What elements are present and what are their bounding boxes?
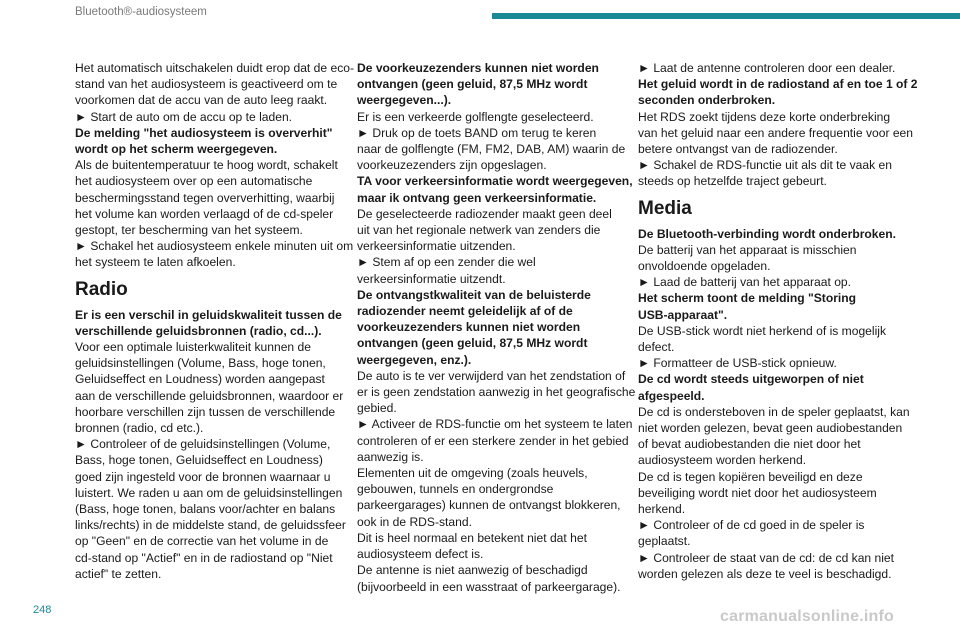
text-line: Het RDS zoekt tijdens deze korte onderbreking <box>638 109 891 124</box>
section-heading-media: Media <box>638 197 692 219</box>
text-line: ► Controleer of de cd goed in de speler is <box>638 518 865 533</box>
text-line: verkeersinformatie uitzenden. <box>357 239 516 254</box>
bold-text-line: afgespeeld. <box>638 388 705 403</box>
bold-text-line: weergegeven, enz.). <box>357 352 472 367</box>
watermark-text: carmanualsonline.info <box>720 608 895 625</box>
text-line: worden gelezen als deze te veel is beschadigd. <box>638 566 892 581</box>
text-line: voorkomen dat de accu van de auto leeg raakt. <box>75 93 328 108</box>
bold-text-line: De voorkeuzezenders kunnen niet worden <box>357 61 599 75</box>
text-line: gebouwen, tunnels en ondergrondse <box>357 482 554 497</box>
text-line: gestopt, ter bescherming van het systeem. <box>75 223 303 238</box>
bold-text-line: weergegeven...). <box>357 93 452 108</box>
text-line: uit van het regionale netwerk van zenders die <box>357 223 601 238</box>
col1-intro-block <box>75 60 354 271</box>
text-line: Het automatisch uitschakelen duidt erop dat de eco- <box>75 61 354 75</box>
column-3 <box>638 60 918 582</box>
text-line: ► Start de auto om de accu op te laden. <box>75 109 293 124</box>
text-line: niet worden gelezen, bevat geen audiobestanden <box>638 421 903 436</box>
bold-text-line: Het geluid wordt in de radiostand af en toe 1 of 2 <box>638 77 918 92</box>
col3-media-block <box>638 226 910 582</box>
text-line: herkend. <box>638 502 686 517</box>
bold-text-line: wordt op het scherm weergegeven. <box>75 142 278 157</box>
bold-text-line: TA voor verkeersinformatie wordt weergegeven, <box>357 174 633 189</box>
bold-text-line: De cd wordt steeds uitgeworpen of niet <box>638 372 864 387</box>
col2-radio-troubleshooting <box>357 60 636 595</box>
text-line: het systeem te laten afkoelen. <box>75 255 236 270</box>
text-line: Als de buitentemperatuur te hoog wordt, schakelt <box>75 158 338 173</box>
text-line: cd-stand op "Actief" en in de radiostand op "Niet <box>75 550 333 565</box>
bold-text-line: Er is een verschil in geluidskwaliteit tussen de <box>75 307 342 322</box>
text-line: actief" te zetten. <box>75 566 162 581</box>
bold-text-line: voorkeuzezenders kunnen niet worden <box>357 320 581 335</box>
col3-radio-continued <box>638 60 918 190</box>
bold-text-line: De melding "het audiosysteem is oververhit" <box>75 125 333 140</box>
text-line: defect. <box>638 340 675 355</box>
bold-text-line: radiozender neemt geleidelijk af of de <box>357 304 573 319</box>
text-line: bronnen (radio, cd etc.). <box>75 421 204 436</box>
bold-text-line: ontvangen (geen geluid, 87,5 MHz wordt <box>357 77 588 92</box>
text-line: ► Formatteer de USB-stick opnieuw. <box>638 356 837 371</box>
text-line: Geluidseffect en Loudness) worden aangepast <box>75 372 325 387</box>
text-line: beschermingsstand tegen oververhitting, waarbij <box>75 190 335 205</box>
text-line: naar de golflengte (FM, FM2, DAB, AM) waarin de <box>357 142 626 157</box>
text-line: De USB-stick wordt niet herkend of is mogelijk <box>638 323 887 338</box>
text-line: of bevat audiobestanden die niet door het <box>638 437 861 452</box>
bold-text-line: Het scherm toont de melding "Storing <box>638 291 857 306</box>
text-line: controleren of er een sterkere zender in het gebied <box>357 433 629 448</box>
bold-text-line: verschillende geluidsbronnen (radio, cd...). <box>75 323 322 338</box>
header-accent-bar <box>492 13 960 19</box>
text-line: De auto is te ver verwijderd van het zendstation of <box>357 368 626 383</box>
text-line: audiosysteem defect is. <box>357 547 484 562</box>
text-line: gebied. <box>357 401 397 416</box>
text-line: van het geluid naar een andere frequentie voor een <box>638 125 914 140</box>
text-line: ► Schakel de RDS-functie uit als dit te vaak en <box>638 158 892 173</box>
text-line: steeds op hetzelfde traject gebeurt. <box>638 174 827 189</box>
text-line: aan de verschillende geluidsbronnen, waardoor er <box>75 388 344 403</box>
text-line: Elementen uit de omgeving (zoals heuvels, <box>357 466 588 481</box>
col1-radio-block <box>75 307 346 582</box>
bold-text-line: maar ik ontvang geen verkeersinformatie. <box>357 190 597 205</box>
text-line: ► Druk op de toets BAND om terug te keren <box>357 125 597 140</box>
bold-text-line: seconden onderbroken. <box>638 93 776 108</box>
text-line: Dit is heel normaal en betekent niet dat het <box>357 530 587 545</box>
text-line: goed zijn ingesteld voor de bronnen waarnaar u <box>75 469 331 484</box>
text-line: parkeergarages) kunnen de ontvangst blokkeren, <box>357 498 621 513</box>
text-line: ► Schakel het audiosysteem enkele minuten uit om <box>75 239 354 254</box>
section-heading-radio: Radio <box>75 278 128 300</box>
text-line: er is geen zendstation aanwezig in het geografische <box>357 385 636 400</box>
page-number: 248 <box>33 604 52 616</box>
bold-text-line: De Bluetooth-verbinding wordt onderbroken. <box>638 226 896 241</box>
text-line: geplaatst. <box>638 534 691 549</box>
text-line: geluidsinstellingen (Volume, Bass, hoge tonen, <box>75 356 326 371</box>
text-line: onvoldoende opgeladen. <box>638 259 771 274</box>
bold-text-line: USB-apparaat". <box>638 307 728 322</box>
text-line: links/rechts) in de middelste stand, de geluidssfeer <box>75 518 346 533</box>
text-line: betere ontvangst van de radiozender. <box>638 142 838 157</box>
text-line: De cd is ondersteboven in de speler geplaatst, kan <box>638 404 910 419</box>
text-line: het audiosysteem over op een automatische <box>75 174 313 189</box>
bold-text-line: De ontvangstkwaliteit van de beluisterde <box>357 287 591 302</box>
text-line: De antenne is niet aanwezig of beschadigd <box>357 563 588 578</box>
text-line: (Bass, hoge tonen, balans voor/achter en balans <box>75 502 336 517</box>
text-line: ► Controleer of de geluidsinstellingen (Volume, <box>75 437 331 452</box>
text-line: ► Controleer de staat van de cd: de cd kan niet <box>638 550 895 565</box>
text-line: voorkeuzezenders zijn opgeslagen. <box>357 158 547 173</box>
text-line: luistert. We raden u aan om de geluidsinstellingen <box>75 485 343 500</box>
text-line: stand van het audiosysteem is geactiveerd om te <box>75 77 338 92</box>
text-line: hoorbare verschillen zijn tussen de verschillende <box>75 404 336 419</box>
text-line: op "Geen" en de correctie van het volume in de <box>75 534 329 549</box>
text-line: Bass, hoge tonen, Geluidseffect en Loudness) <box>75 453 323 468</box>
text-line: ► Stem af op een zender die wel <box>357 255 536 270</box>
text-line: ► Laat de antenne controleren door een dealer. <box>638 61 896 75</box>
text-line: De geselecteerde radiozender maakt geen deel <box>357 206 612 221</box>
text-line: De cd is tegen kopiëren beveiligd en deze <box>638 469 863 484</box>
text-line: het volume kan worden verlaagd of de cd-speler <box>75 206 334 221</box>
text-line: ► Laad de batterij van het apparaat op. <box>638 275 852 290</box>
text-line: (bijvoorbeeld in een wasstraat of parkeergarage). <box>357 579 621 594</box>
column-2 <box>357 60 636 595</box>
text-line: verkeersinformatie uitzendt. <box>357 271 506 286</box>
text-line: Er is een verkeerde golflengte geselecteerd. <box>357 109 594 124</box>
text-line: beveiliging wordt niet door het audiosysteem <box>638 485 877 500</box>
text-line: Voor een optimale luisterkwaliteit kunnen de <box>75 340 311 355</box>
text-line: De batterij van het apparaat is misschien <box>638 242 857 257</box>
text-line: aanwezig is. <box>357 449 424 464</box>
text-line: ► Activeer de RDS-functie om het systeem te laten <box>357 417 633 432</box>
running-header-title: Bluetooth®-audiosysteem <box>75 6 207 18</box>
text-line: ook in de RDS-stand. <box>357 514 472 529</box>
column-1 <box>75 60 354 582</box>
text-line: audiosysteem worden herkend. <box>638 453 807 468</box>
bold-text-line: ontvangen (geen geluid, 87,5 MHz wordt <box>357 336 588 351</box>
